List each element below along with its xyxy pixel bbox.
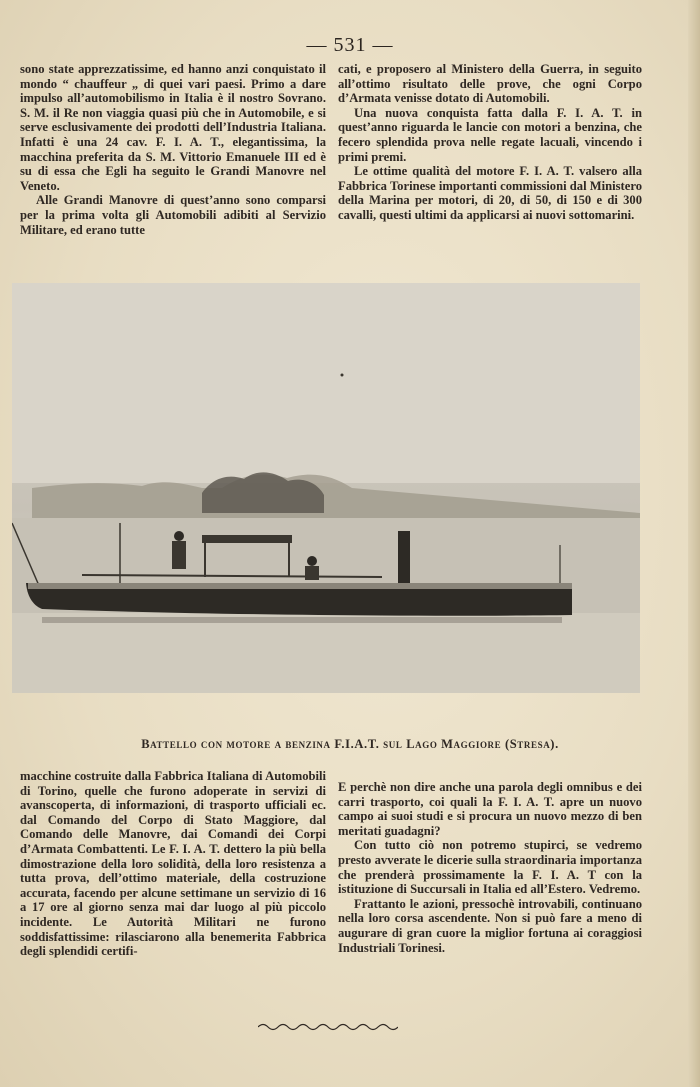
paragraph: Con tutto ciò non potremo stupirci, se vedremo presto avverate le dicerie sulla straordinaria importanza che prenderà prossimamente la F. I. A. T con la istituzione di Succursali in Italia ed all’Estero. Vedremo. bbox=[338, 838, 642, 897]
paragraph: cati, e proposero al Ministero della Guerra, in seguito all’ottimo risultato delle prove, che ogni Corpo d’Armata venisse dotato di Automobili. bbox=[338, 62, 642, 106]
photo-caption: Battello con motore a benzina F.I.A.T. sul Lago Maggiore (Stresa). bbox=[141, 737, 559, 751]
top-right-column bbox=[338, 62, 642, 223]
paragraph: sono state apprezzatissime, ed hanno anzi conquistato il mondo “ chauffeur „ di quei vari paesi. Primo a dare impulso all’automobilismo in Italia è il nostro Sovrano. S. M. il Re non viaggia quasi più che in Automobile, e si serve esclusivamente dei prodotti dell’Industria Italiana. Infatti è una 24 cav. F. I. A. T., elegantissima, la macchina preferita da S. M. Vittorio Emanuele III ed è su di essa che Egli ha seguito le Grandi Manovre nel Veneto. bbox=[20, 62, 326, 193]
bottom-right-column bbox=[338, 780, 642, 955]
decorative-divider bbox=[258, 1022, 398, 1032]
boat-illustration bbox=[12, 283, 640, 693]
page-edge bbox=[688, 0, 700, 1087]
paragraph: Una nuova conquista fatta dalla F. I. A. T. in quest’anno riguarda le lancie con motori a benzina, che fecero splendida prova nelle regate lacuali, vincendo i primi premi. bbox=[338, 105, 642, 164]
paragraph: Frattanto le azioni, pressochè introvabili, continuano nella loro corsa ascendente. Non si può fare a meno di augurare di gran cuore la miglior fortuna ai coraggiosi Industriali Torinesi. bbox=[338, 896, 642, 955]
page-number: — 531 — bbox=[306, 34, 394, 56]
paragraph: Alle Grandi Manovre di quest’anno sono comparsi per la prima volta gli Automobili adibiti al Servizio Militare, ed erano tutte bbox=[20, 193, 326, 237]
top-left-column bbox=[20, 62, 326, 237]
bottom-left-column bbox=[20, 769, 326, 959]
paragraph: Le ottime qualità del motore F. I. A. T. valsero alla Fabbrica Torinese importanti commissioni dal Ministero della Marina per motori, di 20, di 50, di 150 e di 300 cavalli, questi ultimi da applicarsi ai nuovi sottomarini. bbox=[338, 164, 642, 222]
boat-photograph bbox=[12, 283, 640, 693]
paragraph: E perchè non dire anche una parola degli omnibus e dei carri trasporto, coi quali la F. I. A. T. apre un nuovo campo ai suoi studi e si procura un nuovo mezzo di ben meritati guadagni? bbox=[338, 780, 642, 838]
paragraph: macchine costruite dalla Fabbrica Italiana di Automobili di Torino, quelle che furono adoperate in servizi di avanscoperta, di informazioni, di trasporto ufficiali ec. dal Comando del Corpo di Stato Maggiore, dal Comando delle Manovre, dai Comandi dei Corpi d’Armata Combattenti. Le F. I. A. T. dettero la più bella dimostrazione della loro solidità, della loro resistenza a tutta prova, dell’ottimo materiale, della costruzione accurata, facendo per alcune settimane un servizio di 16 a 17 ore al giorno senza mai dar luogo al più piccolo incidente. Le Autorità Militari ne furono soddisfattissime: rilasciarono alla benemerita Fabbrica degli splendidi certifi- bbox=[20, 769, 326, 959]
